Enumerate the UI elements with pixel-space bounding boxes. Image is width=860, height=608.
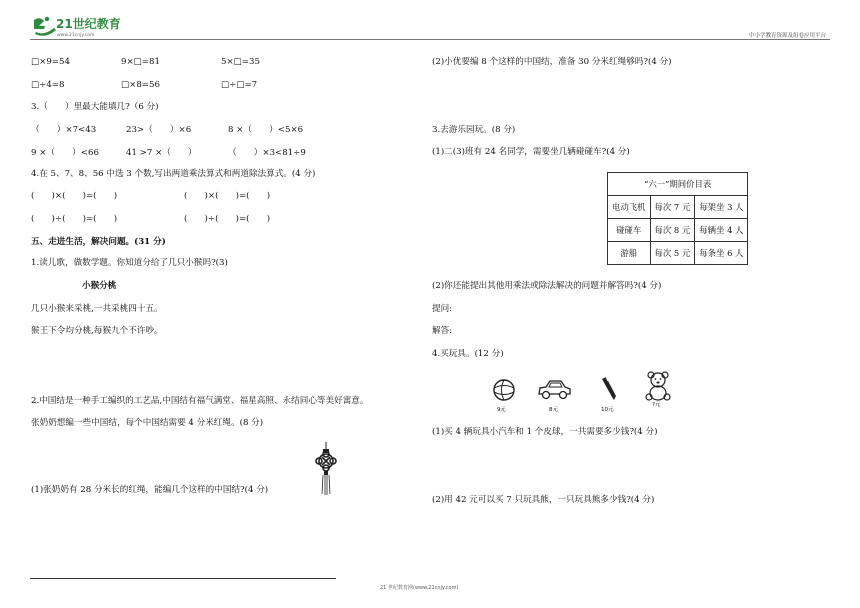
table-cell: 每条坐 6 人 — [695, 242, 748, 265]
section-5-title: 五、走进生活，解决问题。(31 分) — [31, 237, 166, 247]
q4-mult-1: ( )×( )=( ) — [31, 191, 118, 201]
problem-2-q1: (1)张奶奶有 28 分米长的红绳，能编几个这样的中国结?(4 分) — [31, 485, 269, 495]
table-cell: 每次 7 元 — [650, 196, 695, 219]
eq-6: □÷□=7 — [221, 80, 258, 90]
answer-label: 解答: — [432, 326, 453, 336]
table-row — [608, 219, 748, 242]
site-logo — [30, 14, 134, 40]
table-row — [608, 196, 748, 219]
ask-label: 提问: — [432, 304, 453, 314]
ball-icon — [491, 377, 517, 403]
poem-line-1: 几只小猴来采桃,一共采桃四十五。 — [31, 304, 163, 314]
toy-car-icon — [536, 378, 572, 402]
problem-2-line-2: 张奶奶想编一些中国结，每个中国结需要 4 分米红绳。(8 分) — [31, 418, 264, 428]
site-name: 中小学教育资源及组卷应用平台 — [748, 33, 826, 39]
table-cell: 每辆坐 4 人 — [695, 219, 748, 242]
eq-5: □×8=56 — [121, 80, 160, 90]
table-cell: 每架坐 3 人 — [695, 196, 748, 219]
problem-4-title: 4.买玩具。(12 分) — [432, 349, 504, 359]
problem-4-q1: (1)买 4 辆玩具小汽车和 1 个皮球，一共需要多少钱?(4 分) — [432, 427, 658, 437]
teddy-bear-icon — [644, 370, 672, 402]
eq-2: 9×□=81 — [121, 57, 160, 67]
table-cell: 游船 — [608, 242, 651, 265]
logo-text: 21世纪教育 — [56, 17, 121, 31]
problem-3-q2: (2)你还能提出其他用乘法或除法解决的问题并解答吗?(4 分) — [432, 281, 662, 291]
table-cell: 每次 5 元 — [650, 242, 695, 265]
problem-2-q2: (2)小优要编 8 个这样的中国结，准备 30 分米红绳够吗?(4 分) — [432, 57, 672, 67]
q3-item-4: 9 ×（ ）<66 — [31, 148, 99, 158]
q3-item-2: 23>（ ）×6 — [126, 125, 192, 135]
logo-url: www.21cnjy.com — [57, 33, 95, 38]
chinese-knot-icon — [312, 442, 340, 496]
eq-1: □×9=54 — [31, 57, 70, 67]
pen-icon — [597, 376, 619, 402]
pen-price: 10元 — [601, 407, 614, 413]
q3-item-6: （ ）×3<81÷9 — [228, 148, 306, 158]
q3-item-5: 41 >7 ×（ ） — [126, 148, 197, 158]
table-cell: 碰碰车 — [608, 219, 651, 242]
q4-title: 4.在 5、7、8、56 中选 3 个数,写出两道乘法算式和两道除法算式。(4 分) — [31, 169, 316, 179]
q3-item-3: 8 ×（ ）<5×6 — [228, 125, 304, 135]
price-table — [607, 172, 748, 265]
problem-3-q1: (1)二(3)班有 24 名同学，需要坐几辆碰碰车?(4 分) — [432, 147, 630, 157]
poem-title: 小猴分桃 — [82, 281, 117, 291]
q4-div-2: ( )÷( )=( ) — [184, 214, 271, 224]
ball-price: 9元 — [497, 407, 506, 413]
table-row — [608, 242, 748, 265]
problem-2-line-1: 2.中国结是一种手工编织的工艺品,中国结有福气满堂、福星高照、永结同心等美好寓意。 — [31, 396, 369, 406]
problem-3-title: 3.去游乐园玩。(8 分) — [432, 125, 516, 135]
header-rule — [30, 39, 830, 40]
problem-4-q2: (2)用 42 元可以买 7 只玩具熊，一只玩具熊多少钱?(4 分) — [432, 495, 655, 505]
eq-3: 5×□=35 — [221, 57, 260, 67]
bear-price: ?元 — [652, 402, 661, 408]
poem-line-2: 猴王下令均分桃,每猴九个不许吵。 — [31, 326, 163, 336]
footer-text: 21 世纪教育网(www.21cnjy.com) — [380, 585, 459, 591]
table-cell: 每次 8 元 — [650, 219, 695, 242]
q3-title: 3.（ ）里最大能填几?（6 分) — [31, 102, 159, 112]
q4-mult-2: ( )×( )=( ) — [184, 191, 271, 201]
footer-rule — [30, 578, 336, 579]
eq-4: □÷4=8 — [31, 80, 65, 90]
price-table-caption: “六一”期间价目表 — [608, 173, 748, 196]
table-cell: 电动飞机 — [608, 196, 651, 219]
problem-1-title: 1.读儿歌，做数学题。你知道分给了几只小猴吗?(3) — [31, 258, 228, 268]
car-price: 8元 — [549, 407, 558, 413]
q3-item-1: （ ）×7<43 — [31, 125, 97, 135]
q4-div-1: ( )÷( )=( ) — [31, 214, 118, 224]
